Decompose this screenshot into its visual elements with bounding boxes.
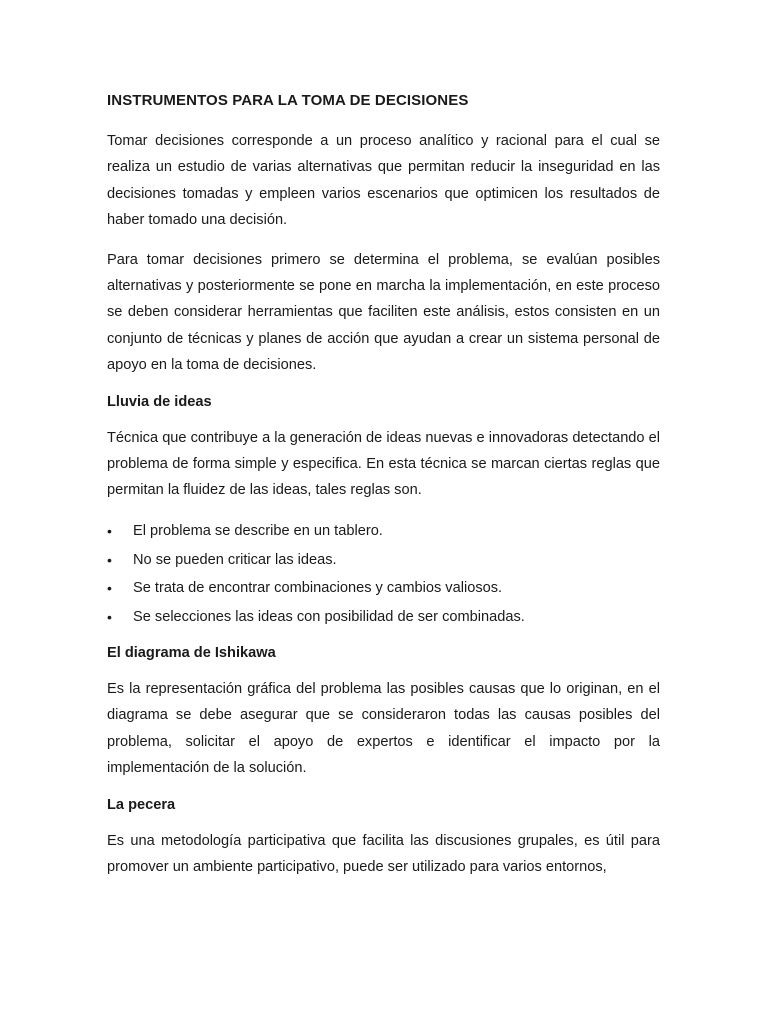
rules-list <box>107 517 660 632</box>
document-body <box>107 91 660 894</box>
list-item <box>107 546 660 575</box>
list-item <box>107 603 660 632</box>
bullet-icon: • <box>107 551 112 568</box>
section-heading-ishikawa: El diagrama de Ishikawa <box>107 645 276 662</box>
intro-paragraph-1: Tomar decisiones corresponde a un proceso analítico y racional para el cual se realiza un estudio de varias alternativas que permitan reducir la inseguridad en las decisiones tomadas y empleen varios escenarios que optimicen los resultados de haber tomado una decisión. <box>107 133 660 229</box>
section-heading-lluvia: Lluvia de ideas <box>107 393 212 410</box>
section-paragraph-lluvia: Técnica que contribuye a la generación de ideas nuevas e innovadoras detectando el problema de forma simple y especifica. En esta técnica se marcan ciertas reglas que permitan la fluidez de las ideas, tales reglas son. <box>107 429 660 499</box>
list-item-text: Se trata de encontrar combinaciones y cambios valiosos. <box>133 580 503 597</box>
section-paragraph-pecera: Es una metodología participativa que facilita las discusiones grupales, es útil para promover un ambiente participativo, puede ser utilizado para varios entornos, <box>107 832 660 876</box>
bullet-icon: • <box>107 580 112 597</box>
section-paragraph-ishikawa: Es la representación gráfica del problema las posibles causas que lo originan, en el diagrama se debe asegurar que se consideraron todas las causas posibles del problema, solicitar el apoyo de expertos e identificar el impacto por la implementación de la solución. <box>107 681 660 777</box>
intro-paragraph-2: Para tomar decisiones primero se determina el problema, se evalúan posibles alternativas y posteriormente se pone en marcha la implementación, en este proceso se deben considerar herramientas que faciliten este análisis, estos consisten en un conjunto de técnicas y planes de acción que ayudan a crear un sistema personal de apoyo en la toma de decisiones. <box>107 251 660 374</box>
list-item-text: El problema se describe en un tablero. <box>133 522 383 539</box>
section-heading-pecera: La pecera <box>107 796 176 813</box>
bullet-icon: • <box>107 522 112 539</box>
document-title: INSTRUMENTOS PARA LA TOMA DE DECISIONES <box>107 92 469 109</box>
list-item <box>107 517 660 546</box>
list-item-text: Se selecciones las ideas con posibilidad de ser combinadas. <box>133 609 525 626</box>
bullet-icon: • <box>107 609 112 626</box>
list-item-text: No se pueden criticar las ideas. <box>133 551 337 568</box>
list-item <box>107 574 660 603</box>
